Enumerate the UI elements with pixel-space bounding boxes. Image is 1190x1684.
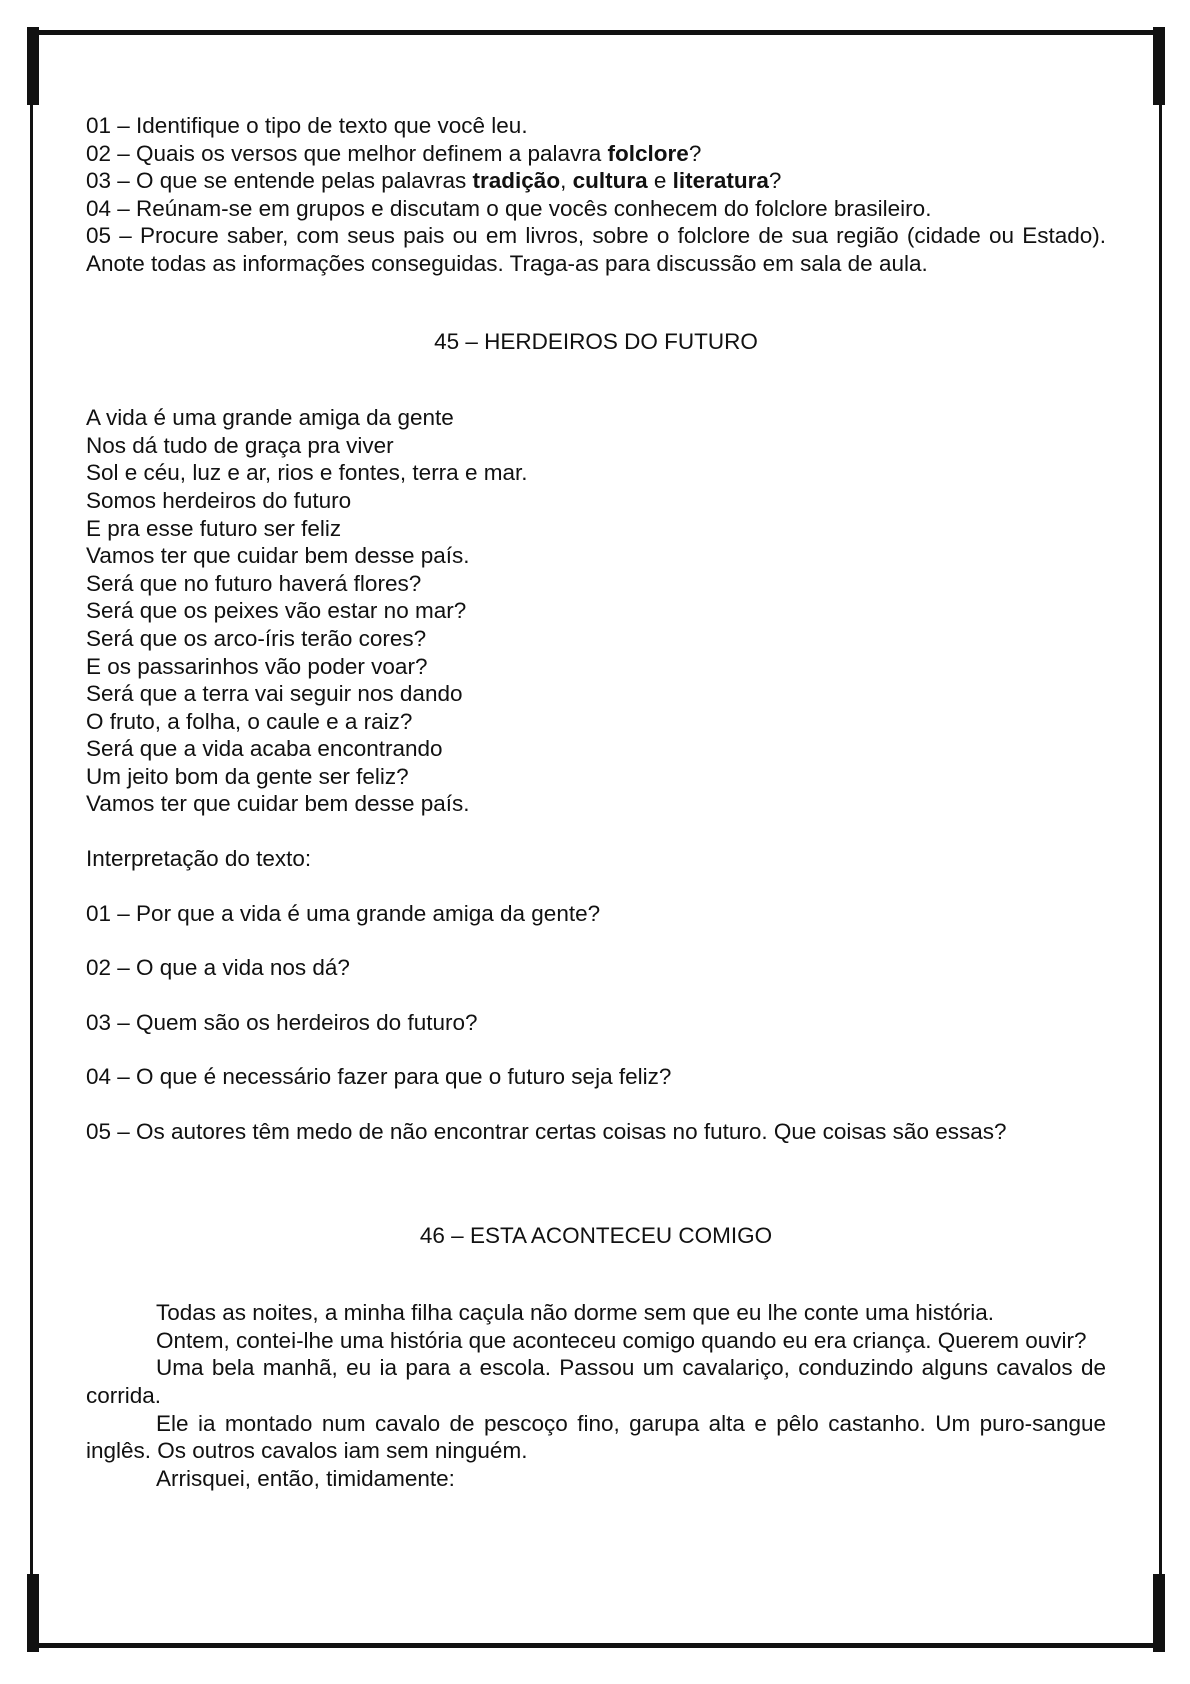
story-paragraph: Todas as noites, a minha filha caçula não dorme sem que eu lhe conte uma história. [156,1300,994,1326]
story-paragraph: Ontem, contei-lhe uma história que aconteceu comigo quando eu era criança. Querem ouvir? [156,1327,1087,1353]
question-top-3-bold-3: literatura [672,168,769,194]
poem-line: Será que os peixes vão estar no mar? [86,598,467,624]
frame-top [30,30,1162,35]
question-top-3-bold-2: cultura [572,168,648,194]
poem-line: Será que no futuro haverá flores? [86,570,422,596]
question-top-2-post: ? [688,140,702,166]
section-45-title: 45 – HERDEIROS DO FUTURO [434,328,758,354]
poem-line: Será que a terra vai seguir nos dando [86,681,463,707]
question-top-3-sep-1: , [560,168,573,194]
story-paragraph: Uma bela manhã, eu ia para a escola. Passou um cavalariço, conduzindo alguns cavalos de corrida. [86,1355,1106,1408]
question-top-3-sep-2: e [647,168,673,194]
question-top-4: 04 – Reúnam-se em grupos e discutam o que vocês conhecem do folclore brasileiro. [86,195,932,221]
section-46-title: 46 – ESTA ACONTECEU COMIGO [419,1222,773,1248]
poem-line: Vamos ter que cuidar bem desse país. [86,791,470,817]
interpretation-block [86,845,1106,1146]
corner-bottom-left [27,1574,39,1652]
poem-line: E os passarinhos vão poder voar? [86,653,428,679]
story-paragraph: Ele ia montado num cavalo de pescoço fino, garupa alta e pêlo castanho. Um puro-sangue inglês. Os outros cavalos iam sem ninguém. [86,1410,1106,1464]
poem-line: Um jeito bom da gente ser feliz? [86,763,409,789]
question-top-3 [86,167,1106,195]
frame-right [1159,30,1162,1648]
page-content [86,112,1106,1492]
poem-line: Será que a vida acaba encontrando [86,736,443,762]
interpretation-question-5: 05 – Os autores têm medo de não encontrar certas coisas no futuro. Que coisas são essas? [86,1119,1007,1145]
poem-line: O fruto, a folha, o caule e a raiz? [86,708,413,734]
poem-line: Vamos ter que cuidar bem desse país. [86,543,470,569]
interpretation-question-4: 04 – O que é necessário fazer para que o futuro seja feliz? [86,1064,672,1090]
questions-top [86,112,1106,278]
question-top-2 [86,140,1106,168]
poem-line: E pra esse futuro ser feliz [86,515,342,541]
question-top-3-bold-1: tradição [472,168,561,194]
question-top-3-pre: 03 – O que se entende pelas palavras [86,168,473,194]
corner-bottom-right [1153,1574,1165,1652]
question-top-5: 05 – Procure saber, com seus pais ou em livros, sobre o folclore de sua região (cidade ou Estado). Anote todas as informações conseguidas. Traga-as para discussão em sala de aula. [86,223,1106,276]
interpretation-question-2: 02 – O que a vida nos dá? [86,955,350,981]
poem-line: Será que os arco-íris terão cores? [86,625,427,651]
frame-bottom [30,1643,1162,1648]
interpretation-heading: Interpretação do texto: [86,846,312,872]
question-top-2-pre: 02 – Quais os versos que melhor definem a palavra [86,140,608,166]
poem-line: Nos dá tudo de graça pra viver [86,432,394,458]
question-top-2-bold: folclore [607,140,689,166]
poem-line: A vida é uma grande amiga da gente [86,405,454,431]
poem-line: Somos herdeiros do futuro [86,487,352,513]
frame-left [30,30,33,1648]
poem-herdeiros [86,404,1106,818]
interpretation-question-1: 01 – Por que a vida é uma grande amiga da gente? [86,900,601,926]
corner-top-right [1153,27,1165,105]
interpretation-question-3: 03 – Quem são os herdeiros do futuro? [86,1009,478,1035]
question-top-1: 01 – Identifique o tipo de texto que você leu. [86,113,528,138]
story-block [86,1299,1106,1492]
question-top-3-post: ? [768,168,782,194]
corner-top-left [27,27,39,105]
story-paragraph: Arrisquei, então, timidamente: [156,1465,455,1491]
poem-line: Sol e céu, luz e ar, rios e fontes, terra e mar. [86,460,528,486]
